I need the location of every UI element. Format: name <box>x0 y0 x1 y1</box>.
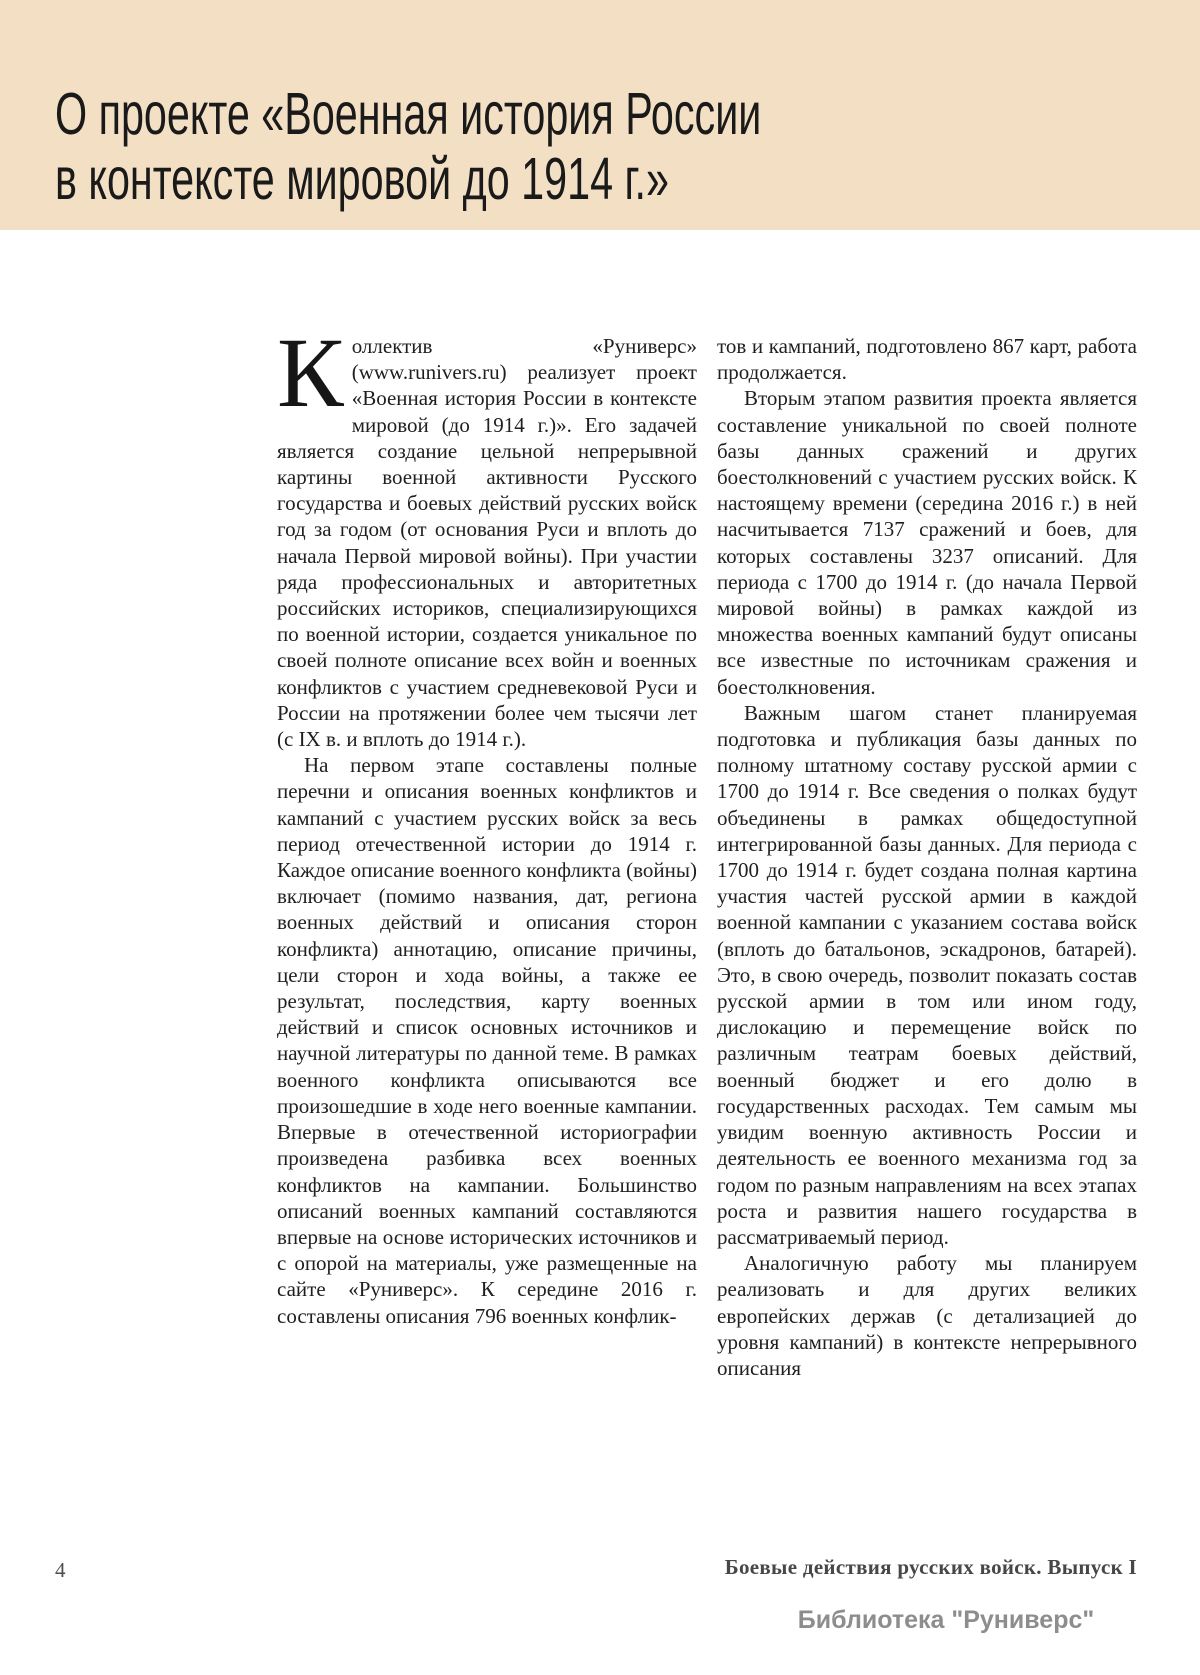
dropcap-letter: К <box>277 317 344 428</box>
page-title <box>55 82 761 212</box>
library-watermark: Библиотека "Руниверс" <box>797 1606 1095 1634</box>
paragraph: Вторым этапом развития проекта является составление уникальной по своей полноте базы данных сражений и других боестолкновений с участием русских войск. К настоящему времени (середина 2016 г.) в ней насчитывается 7137 сражений и боев, для которых составлены 3237 описаний. Для периода с 1700 до 1914 г. (до начала Первой мировой войны) в рамках каждой из множества военных кампаний будут описаны все известные по источникам сражения и боестолкновения. <box>717 386 1137 699</box>
paragraph: тов и кампаний, подготовлено 867 карт, работа продолжается. <box>717 334 1137 385</box>
page-number: 4 <box>55 1558 66 1582</box>
paragraph: Коллектив «Руниверс» (www.runivers.ru) реализует проект «Военная история России в контексте мировой (до 1914 г.)». Его задачей является создание цельной непрерывной картины военной активности Русского государства и боевых действий русских войск год за годом (от основания Руси и вплоть до начала Первой мировой войны). При участии ряда профессиональных и авторитетных российских историков, специализирующихся по военной истории, создается уникальное по своей полноте описание всех войн и военных конфликтов с участием средневековой Руси и России на протяжении более чем тысячи лет (с IX в. и вплоть до 1914 г.). <box>277 317 697 752</box>
paragraph: На первом этапе составлены полные перечни и описания военных конфликтов и кампаний с участием русских войск за весь период отечественной истории до 1914 г. Каждое описание военного конфликта (войны) включает (помимо названия, дат, региона военных действий и описания сторон конфликта) аннотацию, описание причины, цели сторон и хода войны, а также ее результат, последствия, карту военных действий и список основных источников и научной литературы по данной теме. В рамках военного конфликта описываются все произошедшие в ходе него военные кампании. Впервые в отечественной историографии произведена разбивка всех военных конфликтов на кампании. Большинство описаний военных кампаний составляются впервые на основе исторических источников и с опорой на материалы, уже размещенные на сайте «Руниверс». К середине 2016 г. составлены описания 796 военных конфлик- <box>277 753 697 1328</box>
column-right <box>717 333 1137 1381</box>
paragraph: Аналогичную работу мы планируем реализовать и для других великих европейских держав (с детализацией до уровня кампаний) в контексте непрерывного описания <box>717 1251 1137 1380</box>
article-body <box>277 317 1137 1381</box>
running-title: Боевые действия русских войск. Выпуск I <box>724 1555 1137 1579</box>
column-left <box>277 317 697 1381</box>
paragraph: Важным шагом станет планируемая подготовка и публикация базы данных по полному штатному составу русской армии с 1700 до 1914 г. Все сведения о полках будут объединены в рамках общедоступной интегрированной базы данных. Для периода с 1700 до 1914 г. будет создана полная картина участия частей русской армии в каждой военной кампании с указанием состава войск (вплоть до батальонов, эскадронов, батарей). Это, в свою очередь, позволит показать состав русской армии в том или ином году, дислокацию и перемещение войск по различным театрам боевых действий, военный бюджет и его долю в государственных расходах. Тем самым мы увидим военную активность России и деятельность ее военного механизма год за годом по разным направлениям на всех этапах роста и развития нашего государства в рассматриваемый период. <box>717 700 1137 1249</box>
page-title-line1: О проекте «Военная история России <box>55 81 762 147</box>
page-title-line2: в контексте мировой до 1914 г.» <box>55 146 669 212</box>
